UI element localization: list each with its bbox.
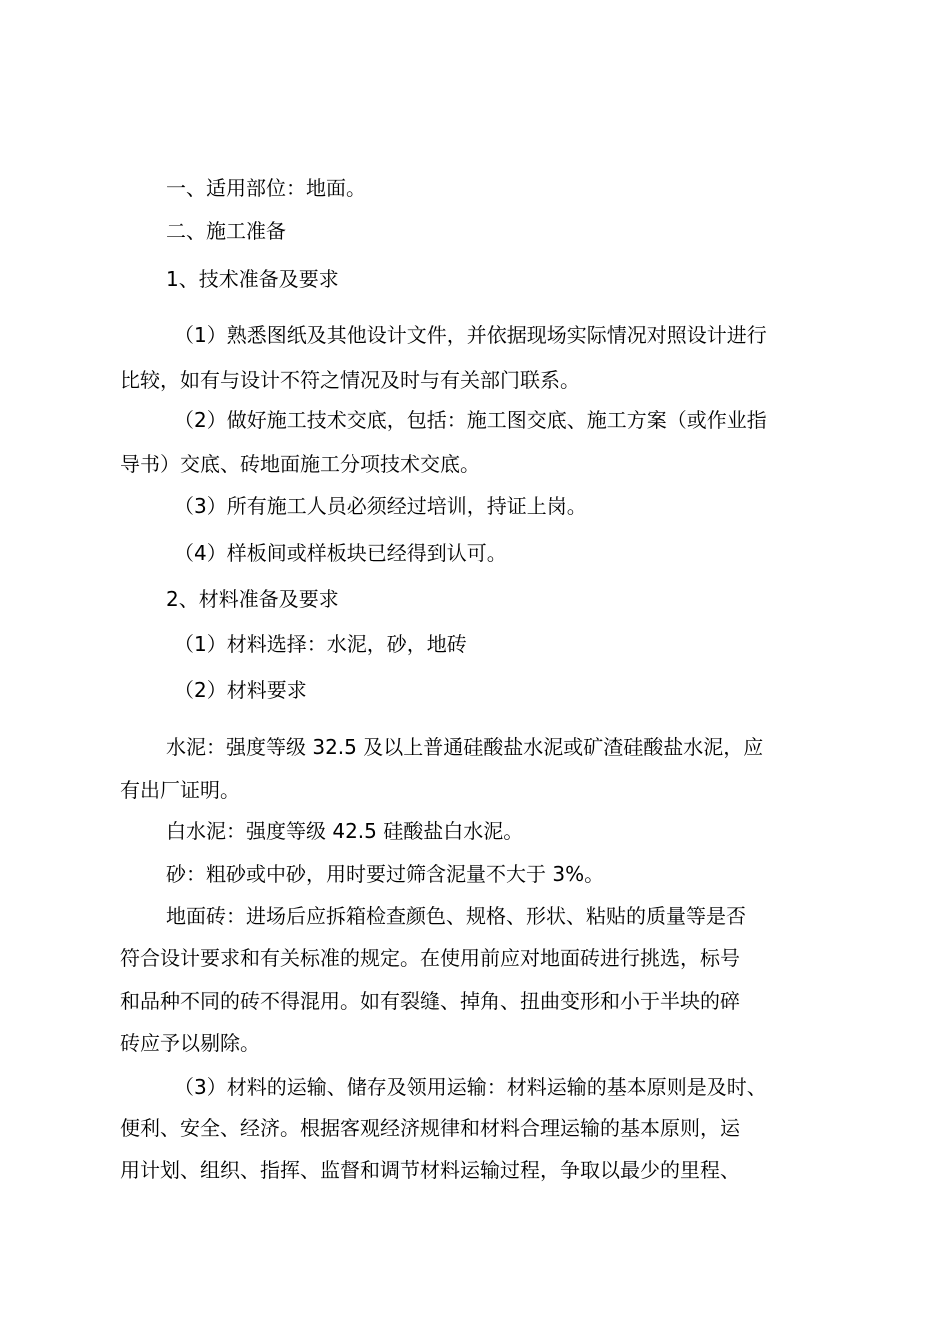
paragraph-line: 白水泥：强度等级 42.5 硅酸盐白水泥。: [166, 819, 524, 843]
section-heading-2: 二、施工准备: [166, 219, 286, 243]
paragraph-line: 砂：粗砂或中砂，用时要过筛含泥量不大于 3%。: [166, 862, 605, 886]
paragraph-line: （2）材料要求: [174, 678, 307, 702]
paragraph-line: 砖应予以剔除。: [120, 1031, 260, 1055]
paragraph-line: 比较，如有与设计不符之情况及时与有关部门联系。: [120, 368, 580, 392]
section-heading-1: 一、适用部位：地面。: [166, 176, 366, 200]
paragraph-line: 地面砖：进场后应拆箱检查颜色、规格、形状、粘贴的质量等是否: [166, 904, 746, 928]
paragraph-line: 和品种不同的砖不得混用。如有裂缝、掉角、扭曲变形和小于半块的碎: [120, 989, 740, 1013]
paragraph-line: （1）熟悉图纸及其他设计文件，并依据现场实际情况对照设计进行: [174, 323, 767, 347]
paragraph-line: （1）材料选择：水泥，砂，地砖: [174, 632, 467, 656]
paragraph-line: （3）所有施工人员必须经过培训，持证上岗。: [174, 494, 587, 518]
subsection-heading-2: 2、材料准备及要求: [166, 587, 339, 611]
paragraph-line: 便利、安全、经济。根据客观经济规律和材料合理运输的基本原则，运: [120, 1116, 740, 1140]
paragraph-line: 有出厂证明。: [120, 778, 240, 802]
paragraph-line: 水泥：强度等级 32.5 及以上普通硅酸盐水泥或矿渣硅酸盐水泥，应: [166, 735, 764, 759]
paragraph-line: 用计划、组织、指挥、监督和调节材料运输过程，争取以最少的里程、: [120, 1158, 740, 1182]
paragraph-line: 导书）交底、砖地面施工分项技术交底。: [120, 452, 480, 476]
paragraph-line: （4）样板间或样板块已经得到认可。: [174, 541, 507, 565]
paragraph-line: 符合设计要求和有关标准的规定。在使用前应对地面砖进行挑选，标号: [120, 946, 740, 970]
paragraph-line: （2）做好施工技术交底，包括：施工图交底、施工方案（或作业指: [174, 408, 767, 432]
subsection-heading-1: 1、技术准备及要求: [166, 267, 339, 291]
paragraph-line: （3）材料的运输、储存及领用运输：材料运输的基本原则是及时、: [174, 1075, 767, 1099]
